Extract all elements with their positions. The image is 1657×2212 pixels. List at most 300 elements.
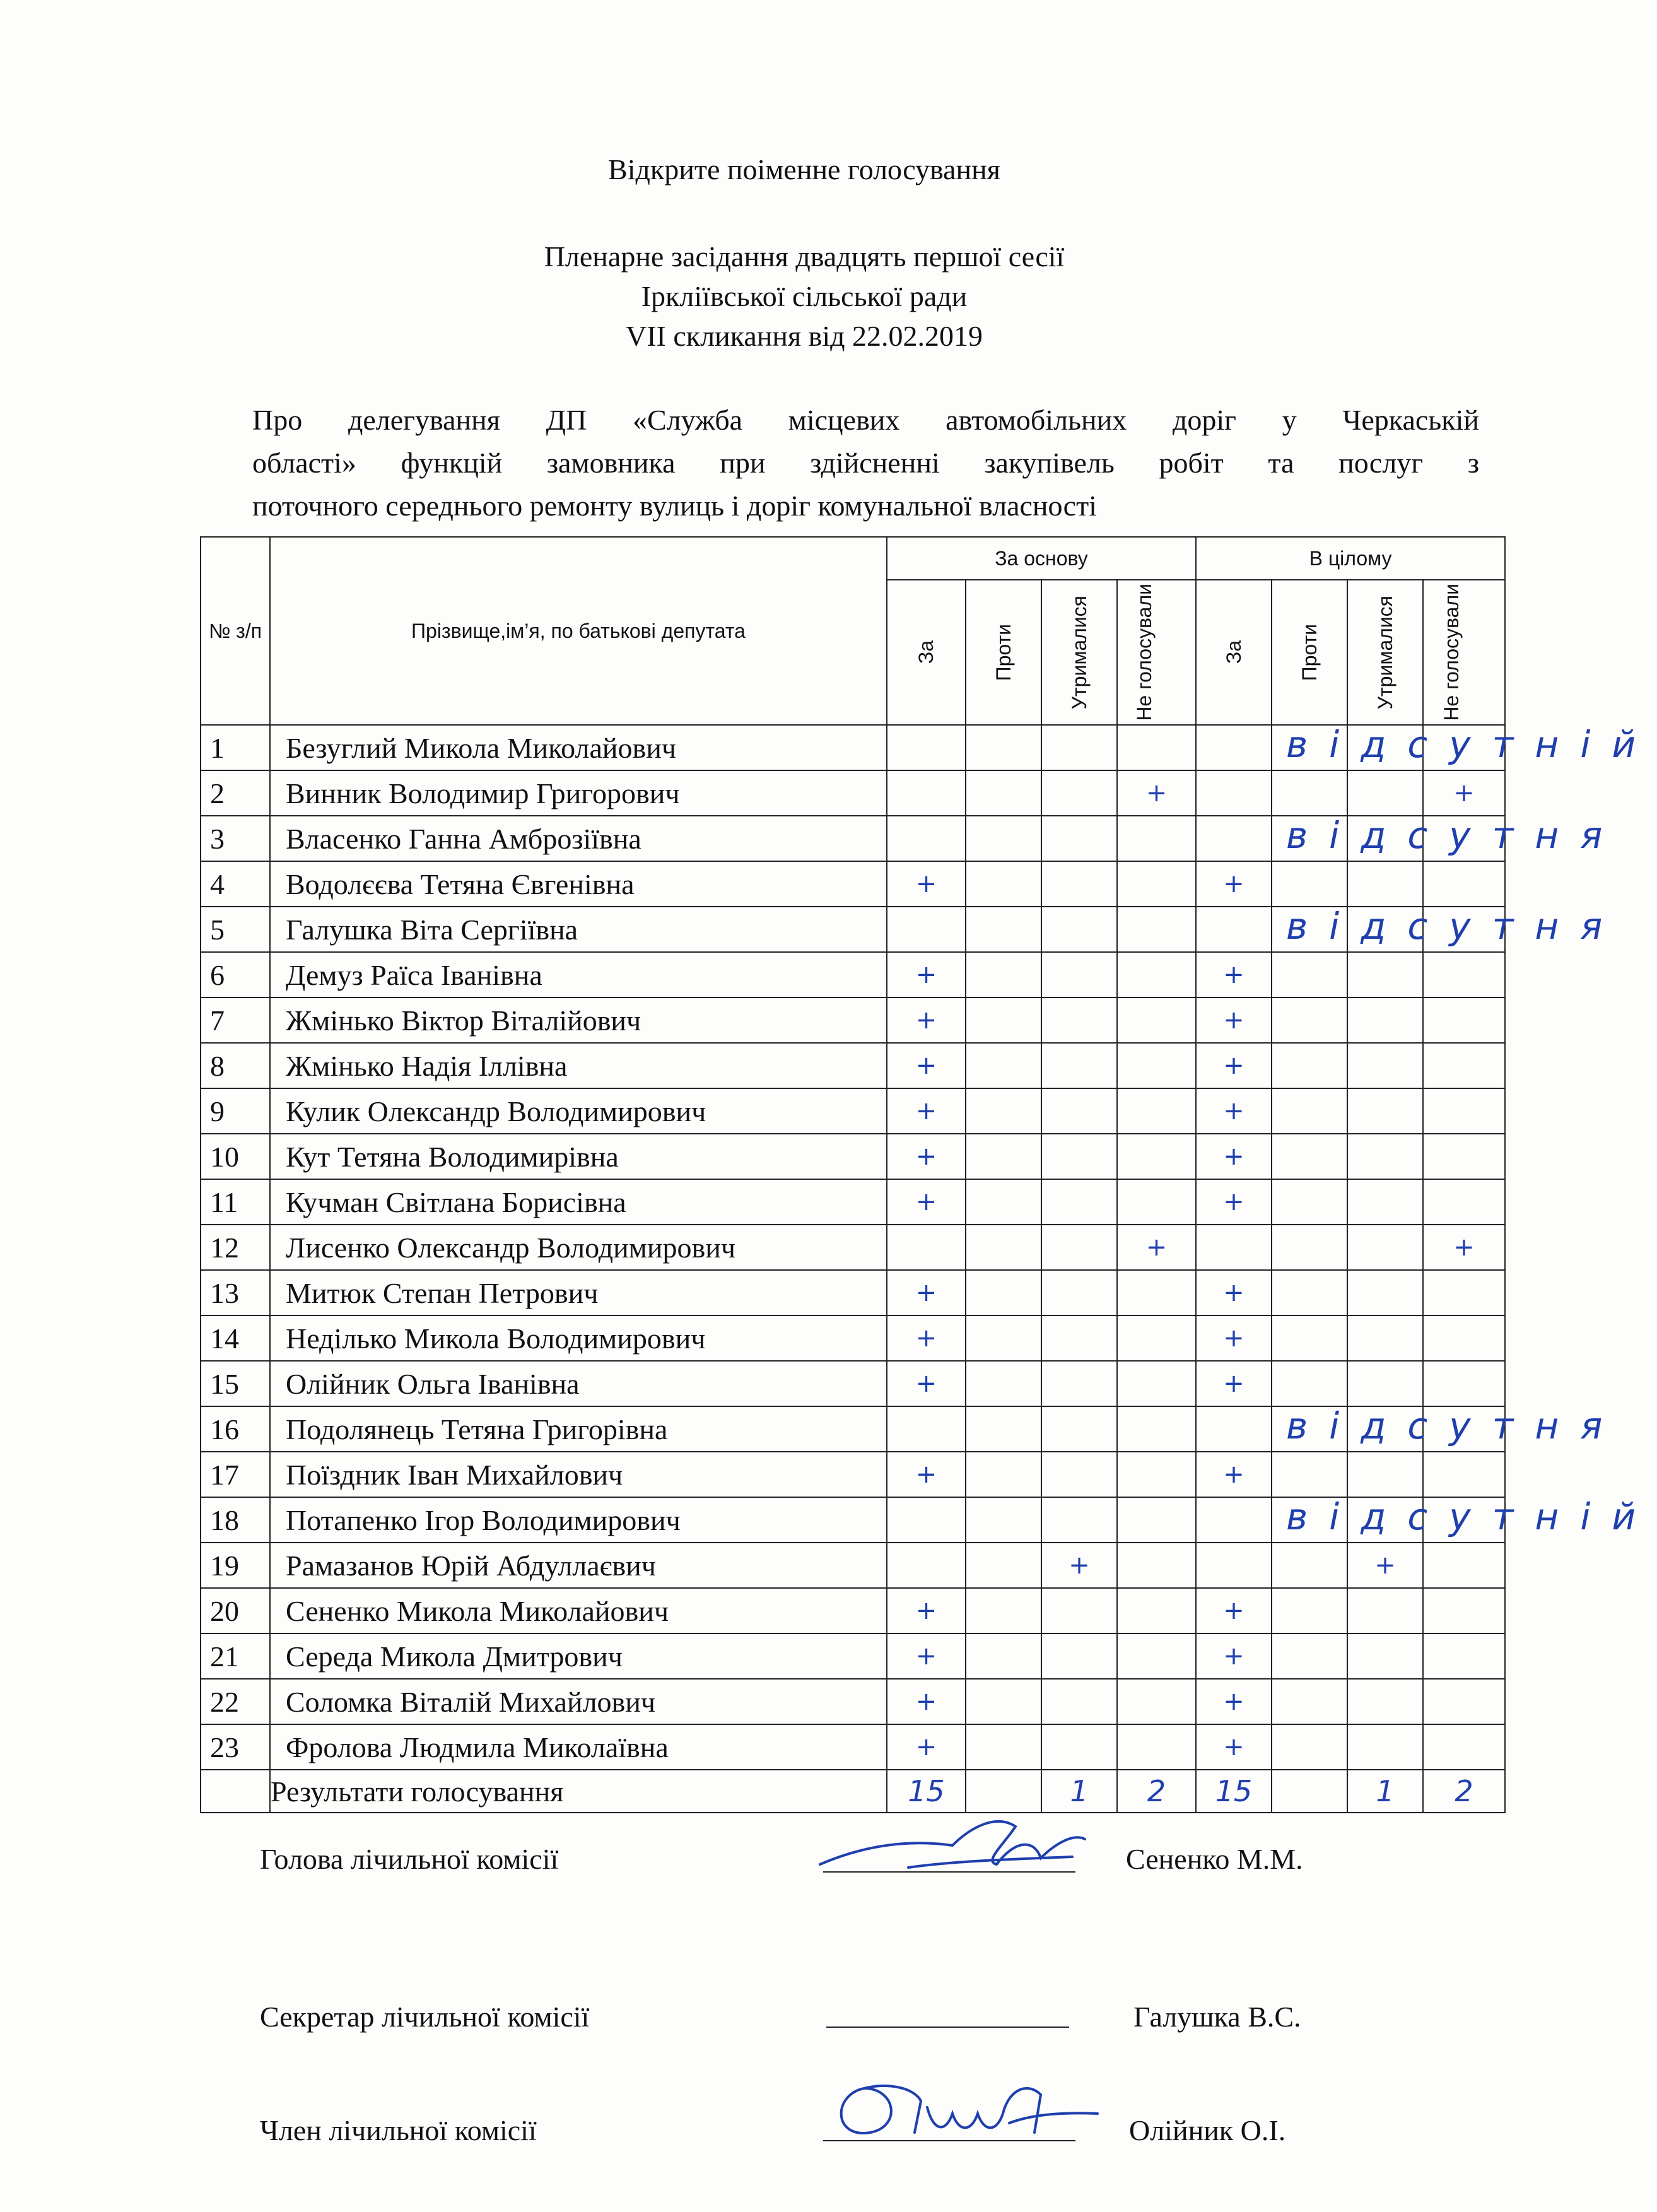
table-row: [201, 1179, 1505, 1225]
vote-mark: [1041, 1088, 1117, 1134]
vote-mark: [1041, 1633, 1117, 1679]
vote-mark: +: [1196, 1679, 1272, 1724]
vote-mark: [966, 1088, 1041, 1134]
vote-mark: [1272, 1497, 1347, 1543]
vote-mark: [1423, 1633, 1505, 1679]
vote-mark: [966, 1043, 1041, 1088]
vote-mark: [1347, 1497, 1423, 1543]
vote-mark: +: [887, 997, 966, 1043]
vote-mark: [1423, 1497, 1505, 1543]
vote-mark: [1117, 1679, 1196, 1724]
vote-mark: [1347, 1406, 1423, 1452]
deputy-name: [270, 1361, 887, 1406]
subcol-header: Проти: [1272, 580, 1347, 725]
deputy-name: [270, 1179, 887, 1225]
row-number: 2: [201, 770, 270, 816]
vote-mark: [1272, 1724, 1347, 1770]
vote-mark: [1117, 952, 1196, 997]
vote-mark: +: [887, 1270, 966, 1315]
vote-mark: +: [1196, 861, 1272, 907]
vote-mark: +: [1196, 1588, 1272, 1633]
table-row: [201, 1088, 1505, 1134]
vote-mark: [1041, 1406, 1117, 1452]
vote-mark: [1196, 1497, 1272, 1543]
vote-mark: [966, 1633, 1041, 1679]
table-row: [201, 1679, 1505, 1724]
vote-mark: [1423, 1134, 1505, 1179]
table-row: [201, 1043, 1505, 1088]
vote-mark: [966, 1497, 1041, 1543]
table-row: [201, 997, 1505, 1043]
vote-mark: [966, 816, 1041, 861]
vote-mark: +: [1196, 1043, 1272, 1088]
subject-line-3: поточного середнього ремонту вулиць і доріг комунальної власності: [252, 490, 1097, 522]
vote-mark: [887, 1497, 966, 1543]
chair-role: Голова лічильної комісії: [260, 1843, 559, 1875]
vote-mark: [966, 1406, 1041, 1452]
table-row: [201, 1361, 1505, 1406]
vote-mark: [1272, 1543, 1347, 1588]
row-number: 12: [201, 1225, 270, 1270]
vote-mark: [1196, 770, 1272, 816]
vote-mark: [1117, 1361, 1196, 1406]
vote-mark: [1347, 1179, 1423, 1225]
table-row: [201, 1315, 1505, 1361]
vote-mark: [1196, 907, 1272, 952]
vote-mark: +: [887, 1134, 966, 1179]
vote-mark: [1272, 1179, 1347, 1225]
decision-subject: [252, 399, 1479, 527]
vote-mark: [887, 1225, 966, 1270]
vote-mark: [966, 1588, 1041, 1633]
vote-mark: [1272, 861, 1347, 907]
vote-mark: [1117, 861, 1196, 907]
vote-mark: [1347, 816, 1423, 861]
vote-mark: +: [1347, 1543, 1423, 1588]
vote-mark: [1272, 952, 1347, 997]
table-row: [201, 1225, 1505, 1270]
vote-mark: +: [887, 1452, 966, 1497]
vote-mark: [1117, 1315, 1196, 1361]
vote-mark: [1196, 1225, 1272, 1270]
vote-mark: [1423, 1179, 1505, 1225]
deputy-name-text: Поїздник Іван Михайлович: [286, 1458, 623, 1491]
subject-line-2: області» функцій замовника при здійсненні закупівель робіт та послуг з: [252, 447, 1479, 479]
vote-mark: [1272, 1225, 1347, 1270]
row-number: 1: [201, 725, 270, 770]
table-row: [201, 1452, 1505, 1497]
row-number: 19: [201, 1543, 270, 1588]
vote-mark: +: [1196, 1315, 1272, 1361]
deputy-name-text: Неділько Микола Володимирович: [286, 1322, 706, 1355]
vote-mark: [1041, 1588, 1117, 1633]
vote-mark: [887, 725, 966, 770]
vote-mark: [1117, 1179, 1196, 1225]
vote-mark: [1041, 861, 1117, 907]
vote-mark: [1423, 1315, 1505, 1361]
vote-mark: [1117, 1543, 1196, 1588]
row-number: 17: [201, 1452, 270, 1497]
vote-mark: [1272, 725, 1347, 770]
vote-mark: [1041, 1134, 1117, 1179]
result-value: 1: [1041, 1770, 1117, 1813]
vote-mark: [1272, 1452, 1347, 1497]
row-number: 8: [201, 1043, 270, 1088]
vote-mark: [1041, 1315, 1117, 1361]
vote-mark: [1272, 1270, 1347, 1315]
vote-mark: [1347, 1679, 1423, 1724]
deputy-name-text: Середа Микола Дмитрович: [286, 1640, 623, 1673]
member-signature: [820, 2063, 1110, 2158]
row-number: 20: [201, 1588, 270, 1633]
absent-note: відсутній: [1286, 1495, 1657, 1538]
deputy-name-text: Сененко Микола Миколайович: [286, 1594, 669, 1627]
deputy-name-text: Жмінько Надія Іллівна: [286, 1049, 568, 1082]
document-title: Відкрите поіменне голосування: [608, 153, 1000, 185]
vote-mark: [1423, 1361, 1505, 1406]
vote-mark: [1272, 1088, 1347, 1134]
vote-mark: +: [1196, 1361, 1272, 1406]
row-number: 18: [201, 1497, 270, 1543]
vote-mark: +: [887, 1588, 966, 1633]
deputy-name-text: Олійник Ольга Іванівна: [286, 1367, 580, 1400]
vote-mark: [1272, 1406, 1347, 1452]
vote-mark: +: [887, 1724, 966, 1770]
secretary-signature-line: [826, 2027, 1069, 2028]
deputy-name: [270, 861, 887, 907]
vote-mark: [966, 1724, 1041, 1770]
vote-mark: [1041, 725, 1117, 770]
table-row: [201, 1270, 1505, 1315]
vote-mark: [1272, 1588, 1347, 1633]
vote-mark: [1347, 1361, 1423, 1406]
deputy-name-text: Соломка Віталій Михайлович: [286, 1685, 656, 1718]
vote-mark: +: [1117, 1225, 1196, 1270]
col-name-header: Прізвище,ім’я, по батькові депутата: [270, 537, 887, 725]
vote-mark: [1347, 725, 1423, 770]
vote-mark: [1117, 816, 1196, 861]
table-row: [201, 1588, 1505, 1633]
vote-mark: [966, 1452, 1041, 1497]
deputy-name-text: Рамазанов Юрій Абдуллаєвич: [286, 1549, 656, 1582]
deputy-name: [270, 1679, 887, 1724]
vote-mark: [966, 725, 1041, 770]
deputy-name-text: Кут Тетяна Володимирівна: [286, 1140, 619, 1173]
vote-mark: [1347, 1225, 1423, 1270]
vote-mark: [966, 770, 1041, 816]
row-number: 7: [201, 997, 270, 1043]
vote-mark: +: [1196, 1179, 1272, 1225]
table-row: [201, 725, 1505, 770]
vote-mark: [1272, 816, 1347, 861]
deputy-name-text: Власенко Ганна Амброзіївна: [286, 822, 641, 855]
deputy-name: [270, 814, 1624, 861]
subcol-header: Не голосували: [1117, 580, 1196, 725]
deputy-name-text: Митюк Степан Петрович: [286, 1276, 599, 1309]
deputy-name-text: Водолєєва Тетяна Євгенівна: [286, 868, 635, 900]
vote-mark: +: [887, 1179, 966, 1225]
col-number-header: № з/п: [201, 537, 270, 725]
table-row: [201, 1633, 1505, 1679]
deputy-name: [270, 1404, 1624, 1452]
vote-mark: [1423, 816, 1505, 861]
deputy-name-text: Демуз Раїса Іванівна: [286, 958, 542, 991]
vote-mark: [1117, 1134, 1196, 1179]
vote-mark: [1347, 1633, 1423, 1679]
vote-mark: [1423, 907, 1505, 952]
row-number: 15: [201, 1361, 270, 1406]
vote-mark: +: [1196, 997, 1272, 1043]
vote-mark: [1041, 1497, 1117, 1543]
vote-mark: [887, 907, 966, 952]
vote-mark: [1347, 1134, 1423, 1179]
vote-mark: [1041, 952, 1117, 997]
vote-mark: [966, 1179, 1041, 1225]
subcol-header: Проти: [966, 580, 1041, 725]
vote-mark: [1117, 1088, 1196, 1134]
row-number: 11: [201, 1179, 270, 1225]
vote-mark: [966, 1134, 1041, 1179]
vote-mark: [1117, 1633, 1196, 1679]
member-role: Член лічильної комісії: [260, 2114, 537, 2146]
row-number: 4: [201, 861, 270, 907]
vote-mark: [1041, 907, 1117, 952]
group-header-basis: За основу: [887, 537, 1196, 580]
vote-mark: [1272, 1361, 1347, 1406]
vote-mark: [966, 907, 1041, 952]
member-name: Олійник О.І.: [1129, 2114, 1286, 2146]
vote-mark: [1423, 997, 1505, 1043]
absent-note: відсутня: [1286, 1404, 1624, 1447]
vote-mark: +: [1423, 1225, 1505, 1270]
vote-mark: +: [887, 1315, 966, 1361]
table-row: [201, 1497, 1505, 1543]
vote-mark: [1272, 1134, 1347, 1179]
result-value: 2: [1117, 1770, 1196, 1813]
row-number: 22: [201, 1679, 270, 1724]
subcol-header: За: [887, 580, 966, 725]
vote-mark: [1423, 1724, 1505, 1770]
vote-mark: [1272, 1633, 1347, 1679]
results-label: Результати голосування: [270, 1770, 887, 1813]
row-number: 9: [201, 1088, 270, 1134]
deputy-name: [270, 1270, 887, 1315]
vote-mark: +: [1196, 1452, 1272, 1497]
vote-mark: [887, 1406, 966, 1452]
deputy-name: [270, 1495, 1657, 1543]
vote-mark: [1117, 907, 1196, 952]
vote-mark: [1347, 1270, 1423, 1315]
vote-mark: [1117, 1588, 1196, 1633]
vote-mark: +: [1423, 770, 1505, 816]
vote-mark: [1117, 1497, 1196, 1543]
vote-mark: [1347, 1315, 1423, 1361]
deputy-name: [270, 952, 887, 997]
vote-mark: [1423, 1406, 1505, 1452]
vote-mark: +: [887, 1043, 966, 1088]
vote-mark: [1041, 1225, 1117, 1270]
vote-mark: [1117, 1452, 1196, 1497]
vote-mark: [1117, 997, 1196, 1043]
vote-mark: +: [1196, 1088, 1272, 1134]
subject-line-1: Про делегування ДП «Служба місцевих автомобільних доріг у Черкаській: [252, 404, 1479, 436]
chair-name: Сененко М.М.: [1126, 1843, 1303, 1875]
deputy-name-text: Кучман Світлана Борисівна: [286, 1185, 626, 1218]
deputy-name: [270, 997, 887, 1043]
vote-mark: +: [887, 1679, 966, 1724]
vote-mark: [1423, 1088, 1505, 1134]
absent-note: відсутня: [1286, 814, 1624, 857]
results-number-cell: [201, 1770, 270, 1813]
vote-mark: [1041, 816, 1117, 861]
result-value: 2: [1423, 1770, 1505, 1813]
absent-note: відсутня: [1286, 905, 1624, 948]
row-number: 14: [201, 1315, 270, 1361]
result-value: 15: [887, 1770, 966, 1813]
vote-mark: +: [887, 1361, 966, 1406]
table-row: [201, 1134, 1505, 1179]
table-row: [201, 770, 1505, 816]
vote-mark: [1041, 770, 1117, 816]
vote-mark: [1347, 952, 1423, 997]
vote-mark: [1196, 816, 1272, 861]
subcol-header: Утрималися: [1041, 580, 1117, 725]
vote-mark: [1423, 1270, 1505, 1315]
subcol-header: Утрималися: [1347, 580, 1423, 725]
vote-mark: +: [887, 952, 966, 997]
vote-mark: [1272, 770, 1347, 816]
vote-mark: +: [1117, 770, 1196, 816]
deputy-name-text: Лисенко Олександр Володимирович: [286, 1231, 735, 1264]
deputy-name: [270, 1724, 887, 1770]
vote-mark: [1347, 861, 1423, 907]
row-number: 16: [201, 1406, 270, 1452]
voting-table: [200, 536, 1657, 1813]
deputy-name: [270, 1452, 887, 1497]
deputy-name-text: Галушка Віта Сергіївна: [286, 913, 578, 946]
vote-mark: [1272, 1315, 1347, 1361]
vote-mark: +: [1196, 1724, 1272, 1770]
vote-mark: [1041, 1179, 1117, 1225]
deputy-name-text: Жмінько Віктор Віталійович: [286, 1004, 641, 1037]
vote-mark: [966, 1315, 1041, 1361]
table-row: [201, 952, 1505, 997]
deputy-name: [270, 770, 887, 816]
vote-mark: [1423, 1679, 1505, 1724]
deputy-name-text: Фролова Людмила Миколаївна: [286, 1731, 669, 1763]
deputy-name-text: Кулик Олександр Володимирович: [286, 1095, 706, 1127]
secretary-name: Галушка В.С.: [1133, 2001, 1301, 2033]
vote-mark: +: [1041, 1543, 1117, 1588]
vote-mark: [1423, 1043, 1505, 1088]
row-number: 3: [201, 816, 270, 861]
vote-mark: [1272, 997, 1347, 1043]
vote-mark: [1423, 1452, 1505, 1497]
row-number: 5: [201, 907, 270, 952]
row-number: 10: [201, 1134, 270, 1179]
vote-mark: +: [1196, 952, 1272, 997]
vote-mark: [1117, 725, 1196, 770]
table-row: [201, 907, 1505, 952]
vote-mark: [966, 1225, 1041, 1270]
vote-mark: [1423, 861, 1505, 907]
subcol-header: За: [1196, 580, 1272, 725]
vote-mark: [966, 952, 1041, 997]
secretary-role: Секретар лічильної комісії: [260, 2001, 590, 2033]
subcol-header: Не голосували: [1423, 580, 1505, 725]
vote-mark: [1117, 1406, 1196, 1452]
deputy-name-text: Винник Володимир Григорович: [286, 777, 680, 809]
result-value: 15: [1196, 1770, 1272, 1813]
vote-mark: [1196, 1543, 1272, 1588]
session-line-1: Пленарне засідання двадцять першої сесії: [544, 240, 1065, 273]
session-line-2: Ірклiївської сільської ради: [641, 280, 968, 312]
vote-mark: [1041, 1724, 1117, 1770]
table-row: [201, 1406, 1505, 1452]
deputy-name: [270, 1225, 887, 1270]
vote-mark: [1196, 725, 1272, 770]
deputy-name: [270, 1588, 887, 1633]
vote-mark: [1272, 907, 1347, 952]
chair-signature: [807, 1801, 1098, 1890]
deputy-name: [270, 1543, 887, 1588]
deputy-name: [270, 1134, 887, 1179]
vote-mark: [1423, 725, 1505, 770]
vote-mark: [1196, 1406, 1272, 1452]
result-value: [1272, 1770, 1347, 1813]
deputy-name-text: Потапенко Ігор Володимирович: [286, 1503, 681, 1536]
table-row: [201, 1724, 1505, 1770]
vote-mark: [1272, 1679, 1347, 1724]
vote-mark: [887, 816, 966, 861]
vote-mark: +: [887, 1633, 966, 1679]
deputy-name: [270, 1088, 887, 1134]
vote-mark: [1347, 1588, 1423, 1633]
vote-mark: [1347, 997, 1423, 1043]
deputy-name-text: Безуглий Микола Миколайович: [286, 731, 677, 764]
row-number: 13: [201, 1270, 270, 1315]
row-number: 21: [201, 1633, 270, 1679]
deputy-name-text: Подолянець Тетяна Григорівна: [286, 1413, 668, 1445]
vote-mark: [1041, 997, 1117, 1043]
absent-note: відсутній: [1286, 723, 1657, 766]
vote-mark: [1041, 1043, 1117, 1088]
row-number: 23: [201, 1724, 270, 1770]
group-header-whole: В цілому: [1196, 537, 1505, 580]
vote-mark: [966, 1679, 1041, 1724]
vote-mark: [966, 1543, 1041, 1588]
deputy-name: [270, 1315, 887, 1361]
vote-mark: [887, 1543, 966, 1588]
vote-mark: [966, 997, 1041, 1043]
vote-mark: +: [1196, 1270, 1272, 1315]
vote-mark: [887, 770, 966, 816]
vote-mark: +: [887, 861, 966, 907]
vote-mark: [966, 1270, 1041, 1315]
vote-mark: [1117, 1724, 1196, 1770]
vote-mark: [1347, 1088, 1423, 1134]
vote-mark: [1347, 907, 1423, 952]
vote-mark: [1272, 1043, 1347, 1088]
table-row: [201, 861, 1505, 907]
vote-mark: [1041, 1679, 1117, 1724]
vote-mark: +: [887, 1088, 966, 1134]
vote-mark: [1423, 1543, 1505, 1588]
vote-mark: [1347, 1452, 1423, 1497]
vote-mark: [1117, 1043, 1196, 1088]
vote-mark: [1041, 1361, 1117, 1406]
deputy-name: [270, 1633, 887, 1679]
